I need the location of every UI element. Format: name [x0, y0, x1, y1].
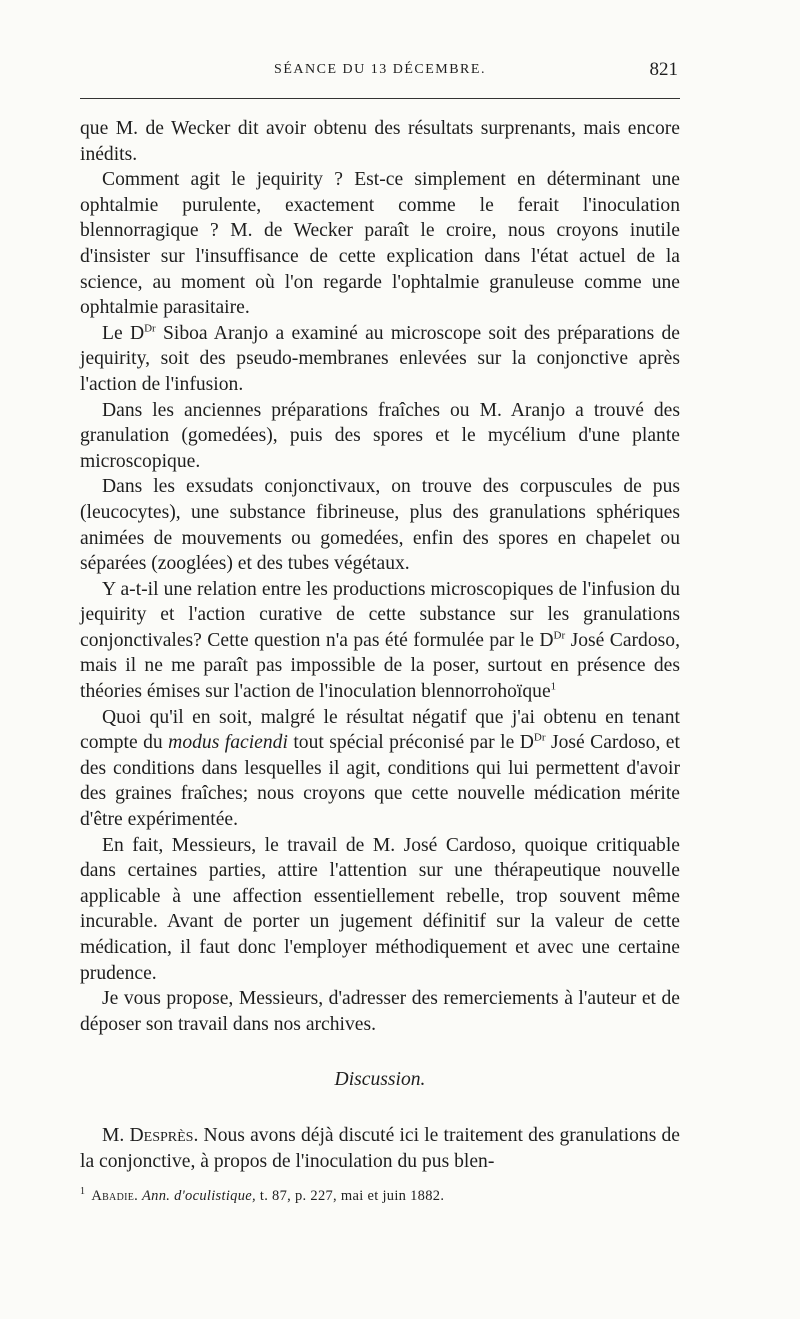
- speaker-name: M. Desprès.: [102, 1124, 199, 1146]
- running-head: [80, 59, 680, 90]
- paragraph-text: Nous avons déjà discuté ici le traitement des granulations de la conjonctive, à propos de l'inoculation du pus blen-: [80, 1124, 680, 1172]
- doctor-abbrev: $D^{Dr}$: [129, 322, 156, 344]
- doctor-abbrev-sup: Dr: [533, 731, 546, 744]
- footnote: [80, 1186, 680, 1205]
- paragraph: Quoi qu'il en soit, malgré le résultat négatif que j'ai obtenu en tenant compte du modus faciendi tout spécial préconisé par le $D^{Dr}$ José Cardoso, et des conditions dans lesquelles il agit, conditions qui lui permettent d'avoir des graines fraîches; nous croyons que cette nouvelle médication mérite d'être expérimentée.: [80, 706, 680, 831]
- paragraph-text: Quoi qu'il en soit, malgré le résultat négatif que j'ai obtenu en tenant compte du: [80, 706, 680, 754]
- doctor-abbrev-sup: Dr: [144, 322, 156, 335]
- paragraph-text: Siboa Aranjo a examiné au microscope soit des préparations de jequirity, soit des pseudo-membranes enlevées sur la conjonctive après l'action de l'infusion.: [80, 322, 680, 395]
- paragraph: Dans les anciennes préparations fraîches ou M. Aranjo a trouvé des granulation (gomedées), puis des spores et le mycélium d'une plante microscopique.: [80, 399, 680, 472]
- latin-phrase: modus faciendi: [168, 732, 288, 754]
- paragraph: Je vous propose, Messieurs, d'adresser des remerciements à l'auteur et de déposer son travail dans nos archives.: [80, 988, 680, 1035]
- paragraph: En fait, Messieurs, le travail de M. José Cardoso, quoique critiquable dans certaines parties, attire l'attention sur une thérapeutique nouvelle applicable à une affection essentiellement rebelle, trop souvent même incurable. Avant de porter un jugement définitif sur la valeur de cette médication, il faut donc l'employer méthodiquement et avec une certaine prudence.: [80, 834, 680, 984]
- paragraph-text: Y a-t-il une relation entre les productions microscopiques de l'infusion du jequirity et l'action curative de cette substance sur les granulations conjonctivales? Cette question n'a pas été formulée par le: [80, 578, 680, 651]
- footnote-marker: 1: [80, 1186, 86, 1197]
- paragraph: que M. de Wecker dit avoir obtenu des résultats surprenants, mais encore inédits.: [80, 118, 680, 165]
- running-head-title: SÉANCE DU 13 DÉCEMBRE.: [274, 62, 486, 77]
- footnote-journal: Ann. d'oculistique,: [142, 1187, 256, 1204]
- paragraph: Comment agit le jequirity ? Est-ce simplement en déterminant une ophtalmie purulente, exactement comme le ferait l'inoculation blennorragique ? M. de Wecker paraît le croire, nous croyons inutile d'insister sur l'insuffisance de cette explication dans l'état actuel de la science, au moment où l'on regarde l'ophtalmie granuleuse comme une ophtalmie parasitaire.: [80, 169, 680, 319]
- paragraph: Dans les exsudats conjonctivaux, on trouve des corpuscules de pus (leucocytes), une substance fibrineuse, plus des granulations sphériques animées de mouvements ou gomedées, enfin des spores en chapelet ou séparées (zooglées) et des tubes végétaux.: [80, 476, 680, 575]
- paragraph: [80, 1123, 680, 1174]
- paragraph-text: José Cardoso, et des conditions dans lesquelles il agit, conditions qui lui permettent d'avoir des graines fraîches; nous croyons que cette nouvelle médication mérite d'être expérimentée.: [80, 732, 680, 831]
- doctor-prefix: Le: [102, 322, 130, 344]
- footnote-author: Abadie.: [91, 1187, 139, 1204]
- paragraph-text: tout spécial préconisé par le: [293, 732, 515, 754]
- paragraph: [80, 321, 680, 398]
- page-number: 821: [649, 59, 678, 80]
- header-rule: [80, 98, 680, 99]
- doctor-abbrev-sup: Dr: [553, 629, 566, 642]
- footnote-details: t. 87, p. 227, mai et juin 1882.: [259, 1187, 445, 1204]
- body-text: [80, 116, 680, 1174]
- section-heading: Discussion.: [334, 1069, 426, 1091]
- footnote-ref[interactable]: 1: [550, 680, 557, 693]
- paragraph: Y a-t-il une relation entre les productions microscopiques de l'infusion du jequirity et l'action curative de cette substance sur les granulations conjonctivales? Cette question n'a pas été formulée par le $D^{Dr}$ José Cardoso, mais il ne me paraît pas impossible de la poser, surtout en présence des théories émises sur l'action de l'inoculation blennorrohoïque$^1$: [80, 578, 680, 703]
- paragraph-text: José Cardoso, mais il ne me paraît pas impossible de la poser, surtout en présence des théories émises sur l'action de l'inoculation blennorrohoïque: [80, 629, 680, 703]
